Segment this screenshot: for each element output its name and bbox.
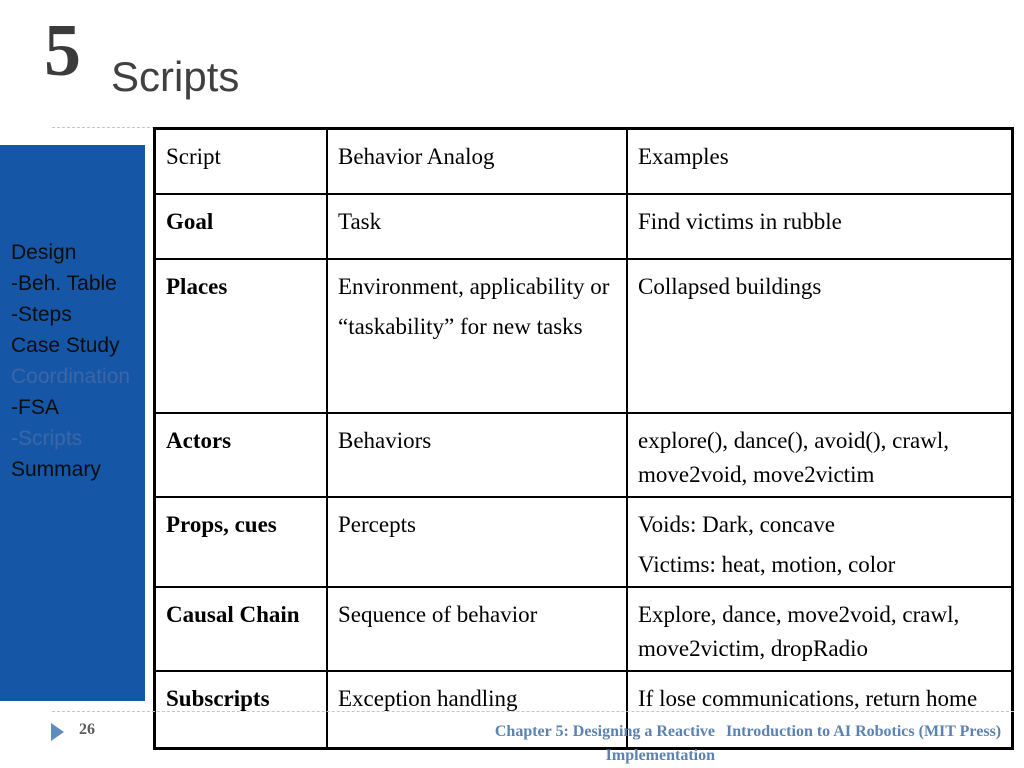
nav-item-fsa: -FSA	[11, 396, 59, 419]
nav-item-case-study: Case Study	[11, 334, 120, 357]
row-examples-cell	[627, 194, 1013, 259]
nav-item-design: Design	[11, 241, 77, 264]
nav-item-summary: Summary	[11, 458, 101, 481]
examples-text: Collapsed buildings	[638, 273, 822, 299]
analog-text: Exception handling	[338, 685, 518, 711]
analog-text: Behaviors	[338, 427, 432, 453]
analog-text: Sequence of behavior	[338, 601, 538, 627]
section-nav	[11, 237, 130, 485]
header-cell-behavior-analog: Behavior Analog	[327, 129, 627, 194]
row-analog-cell	[327, 587, 627, 671]
footer-chapter: Chapter 5: Designing a Reactive Implementation	[494, 723, 715, 764]
examples-text: Find victims in rubble	[638, 208, 842, 234]
row-script-cell: Actors	[155, 413, 328, 497]
row-examples-cell	[627, 587, 1013, 671]
examples-text: Explore, dance, move2void, crawl, move2victim, dropRadio	[638, 601, 960, 661]
examples-text: explore(), dance(), avoid(), crawl, move2void, move2victim	[638, 427, 949, 487]
table-row	[155, 587, 1013, 671]
examples-text: Victims: heat, motion, color	[638, 551, 896, 577]
footer-book: Introduction to AI Robotics (MIT Press)	[726, 723, 1002, 740]
slide-number-title: 5	[44, 10, 81, 92]
row-analog-cell	[327, 497, 627, 587]
scripts-table	[153, 127, 1014, 750]
table-header-row	[155, 129, 1013, 194]
play-arrow-icon	[51, 723, 64, 741]
row-script-cell: Places	[155, 259, 328, 413]
header-cell-examples: Examples	[627, 129, 1013, 194]
row-script-cell: Causal Chain	[155, 587, 328, 671]
analog-text: Task	[338, 208, 382, 234]
analog-text: “taskability” for new tasks	[338, 313, 583, 339]
analog-text: Percepts	[338, 511, 416, 537]
row-script-cell: Props, cues	[155, 497, 328, 587]
table-row	[155, 194, 1013, 259]
table-row	[155, 497, 1013, 587]
nav-item-beh-table: -Beh. Table	[11, 272, 117, 295]
bottom-divider	[52, 711, 1014, 712]
row-script-cell: Subscripts	[155, 671, 328, 749]
row-analog-cell	[327, 194, 627, 259]
analog-text: Environment, applicability or	[338, 273, 610, 299]
row-examples-cell	[627, 497, 1013, 587]
page-number: 26	[79, 721, 95, 738]
examples-text: If lose communications, return home	[638, 685, 978, 711]
header-cell-script: Script	[155, 129, 328, 194]
slide-title: Scripts	[111, 53, 240, 100]
row-analog-cell	[327, 413, 627, 497]
row-examples-cell	[627, 259, 1013, 413]
examples-text: Voids: Dark, concave	[638, 511, 835, 537]
nav-item-coordination: Coordination	[11, 365, 131, 388]
row-examples-cell	[627, 413, 1013, 497]
table-row	[155, 259, 1013, 413]
row-script-cell: Goal	[155, 194, 328, 259]
row-analog-cell	[327, 259, 627, 413]
table-row	[155, 413, 1013, 497]
nav-item-scripts: -Scripts	[11, 427, 83, 450]
nav-item-steps: -Steps	[11, 303, 72, 326]
